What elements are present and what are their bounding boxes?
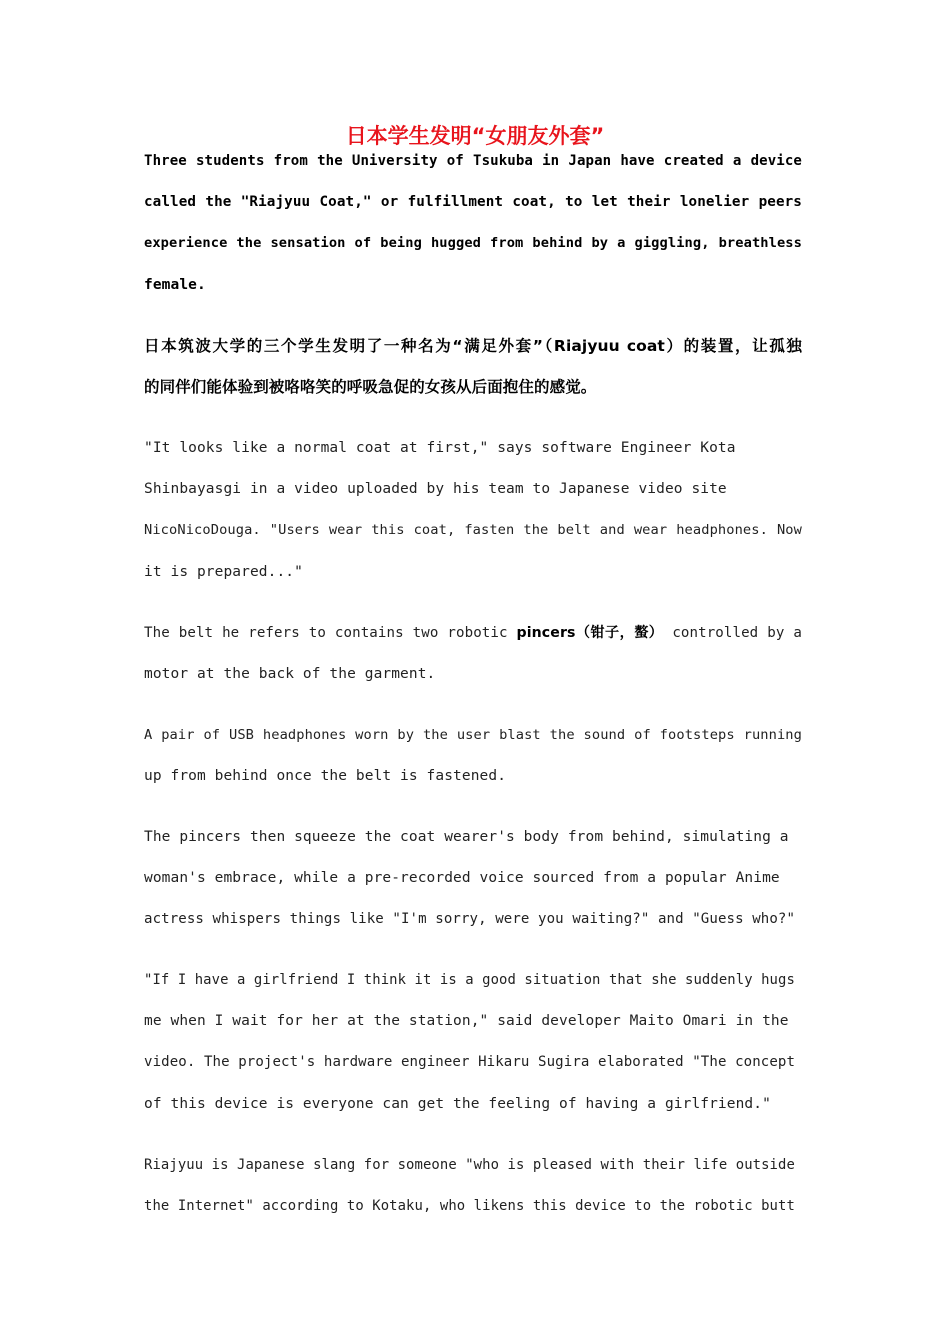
text-line: "If I have a girlfriend I think it is a good situation that she suddenly hugs: [144, 972, 795, 988]
text-line: female.: [144, 276, 206, 293]
text-line: actress whispers things like "I'm sorry, were you waiting?" and "Guess who?": [144, 911, 796, 928]
paragraph-intro-en: [144, 141, 802, 306]
text-line: up from behind once the belt is fastened.: [144, 768, 507, 785]
glossary-term: pincers（钳子，螯）: [516, 625, 664, 641]
text-segment: controlled by a: [663, 625, 802, 641]
text-line: motor at the back of the garment.: [144, 666, 436, 683]
text-segment: The belt he refers to contains two robotic: [144, 625, 517, 641]
text-line: me when I wait for her at the station," said developer Maito Omari in the: [144, 1013, 789, 1030]
text-line: called the "Riajyuu Coat," or fulfillment coat, to let their lonelier peers: [144, 194, 802, 211]
page-title: 日本学生发明“女朋友外套”: [345, 124, 605, 148]
text-line: 日本筑波大学的三个学生发明了一种名为“满足外套”（Riajyuu coat）的装置，让孤独: [144, 337, 802, 355]
paragraph-riajyuu-definition: [144, 1145, 802, 1227]
paragraph-quote-kota: [144, 428, 802, 593]
text-line: "It looks like a normal coat at first," says software Engineer Kota: [144, 440, 736, 456]
text-line: 的同伴们能体验到被咯咯笑的呼吸急促的女孩从后面抱住的感觉。: [144, 378, 597, 396]
text-line: NicoNicoDouga. "Users wear this coat, fasten the belt and wear headphones. Now: [144, 522, 802, 539]
text-line: of this device is everyone can get the feeling of having a girlfriend.": [144, 1095, 771, 1112]
text-line: experience the sensation of being hugged from behind by a giggling, breathless: [144, 235, 802, 252]
text-line: Riajyuu is Japanese slang for someone "who is pleased with their life outside: [144, 1157, 795, 1173]
paragraph-quote-maito: [144, 960, 802, 1125]
text-line: A pair of USB headphones worn by the user blast the sound of footsteps running: [144, 727, 802, 743]
text-line: [144, 613, 802, 654]
text-line: Shinbayasgi in a video uploaded by his team to Japanese video site: [144, 481, 727, 498]
text-line: it is prepared...": [144, 563, 303, 580]
paragraph-headphones: [144, 715, 802, 797]
text-line: the Internet" according to Kotaku, who likens this device to the robotic butt: [144, 1198, 795, 1215]
text-line: The pincers then squeeze the coat wearer's body from behind, simulating a: [144, 829, 789, 845]
paragraph-intro-cn: [144, 326, 802, 408]
text-line: woman's embrace, while a pre-recorded voice sourced from a popular Anime: [144, 870, 780, 887]
text-line: Three students from the University of Tsukuba in Japan have created a device: [144, 153, 802, 169]
paragraph-belt: [144, 613, 802, 695]
text-line: video. The project's hardware engineer Hikaru Sugira elaborated "The concept: [144, 1054, 796, 1071]
paragraph-pincers: [144, 817, 802, 941]
